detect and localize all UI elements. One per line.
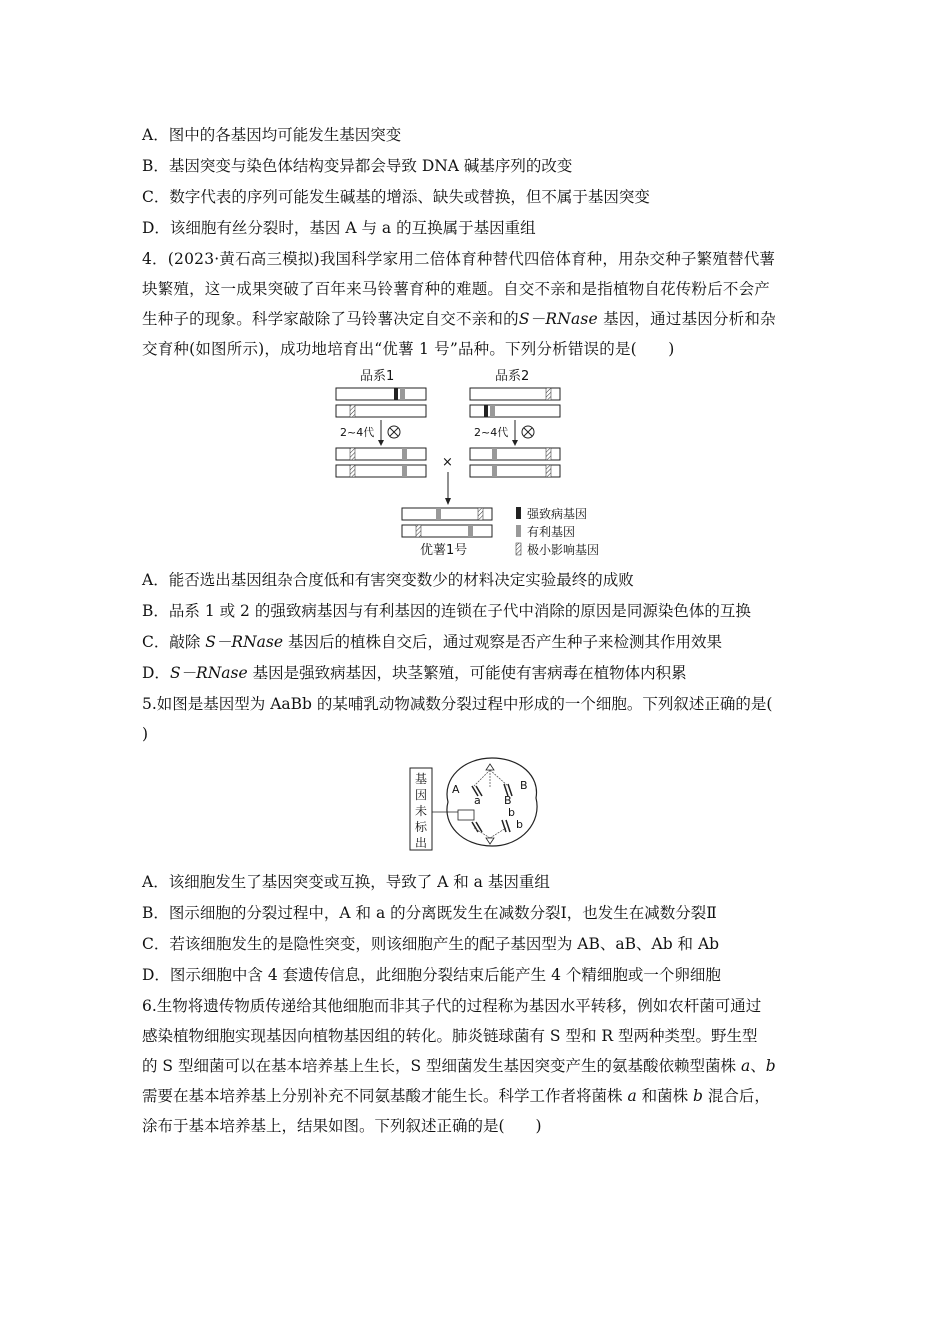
q5-stem-line-2: ) <box>142 725 149 743</box>
q6-stem-line-5: 涂布于基本培养基上，结果如图。下列叙述正确的是( ) <box>142 1117 542 1135</box>
q5-option-d: D．图示细胞中含 4 套遗传信息，此细胞分裂结束后能产生 4 个精细胞或一个卵细胞 <box>142 966 721 984</box>
s-rnase-term: S－RNase <box>205 633 284 651</box>
strain-a: a <box>627 1087 637 1105</box>
option-text: 基因是强致病基因，块茎繁殖，可能使有害病毒在植物体内积累 <box>247 664 687 682</box>
stem-text: 混合后， <box>702 1087 770 1105</box>
legend-beneficial-gene: 有利基因 <box>527 525 576 539</box>
stem-text: 和菌株 <box>636 1087 694 1105</box>
line1-label: 品系1 <box>360 369 395 384</box>
q4-option-a: A．能否选出基因组杂合度低和有害突变数少的材料决定实验最终的成败 <box>142 571 634 589</box>
s-rnase-term: S－RNase <box>518 310 598 328</box>
cell-membrane <box>447 758 537 846</box>
q5-option-b: B．图示细胞的分裂过程中，A 和 a 的分离既发生在减数分裂Ⅰ，也发生在减数分裂Ⅱ <box>142 904 717 922</box>
gene-B-upper: B <box>520 779 528 792</box>
q4-stem-text: 基因，通过基因分析和杂 <box>597 310 776 328</box>
option-text: 基因后的植株自交后，通过观察是否产生种子来检测其作用效果 <box>283 633 722 651</box>
legend-severe-pathogenic-gene: 强致病基因 <box>527 507 588 521</box>
box-label-char: 未 <box>415 804 428 818</box>
s-rnase-term: S－RNase <box>169 664 248 682</box>
q6-stem-line-3 <box>142 1056 776 1076</box>
box-label-char: 出 <box>415 836 428 850</box>
line2-label: 品系2 <box>495 369 530 384</box>
stem-text: 的 S 型细菌可以在基本培养基上生长，S 型细菌发生基因突变产生的氨基酸依赖型菌株 <box>142 1057 741 1075</box>
q5-option-c: C．若该细胞发生的是隐性突变，则该细胞产生的配子基因型为 AB、aB、Ab 和 Ab <box>142 935 720 953</box>
meiosis-cell-diagram <box>408 752 548 852</box>
line2-generation-label: 2~4代 <box>474 426 509 439</box>
q4-stem-line-2: 块繁殖，这一成果突破了百年来马铃薯育种的难题。自交不亲和是指植物自花传粉后不会产 <box>142 280 771 298</box>
q5-option-a: A．该细胞发生了基因突变或互换，导致了 A 和 a 基因重组 <box>142 873 550 891</box>
q4-stem-text: 生种子的现象。科学家敲除了马铃薯决定自交不亲和的 <box>142 310 519 328</box>
q4-stem-line-4: 交育种(如图所示)，成功地培育出“优薯 1 号”品种。下列分析错误的是( ) <box>142 340 675 358</box>
q3-option-b: B．基因突变与染色体结构变异都会导致 DNA 碱基序列的改变 <box>142 157 573 175</box>
result-chromosome-pair <box>402 508 492 537</box>
gene-A: A <box>452 783 460 796</box>
gene-a: a <box>474 794 481 807</box>
box-label-char: 基 <box>415 772 428 786</box>
legend <box>516 506 599 557</box>
box-label-char: 标 <box>415 820 428 834</box>
result-label: 优薯1号 <box>420 543 468 558</box>
unlabeled-region <box>458 810 474 820</box>
q4-stem-line-1: 4．(2023·黄石高三模拟)我国科学家用二倍体育种替代四倍体育种，用杂交种子繁殖替代薯 <box>142 250 776 268</box>
strain-b: b <box>693 1087 703 1105</box>
q3-option-d: D．该细胞有丝分裂时，基因 A 与 a 的互换属于基因重组 <box>142 219 536 237</box>
q3-option-c: C．数字代表的序列可能发生碱基的增添、缺失或替换，但不属于基因突变 <box>142 188 650 206</box>
line1-generation-label: 2~4代 <box>340 426 375 439</box>
option-prefix: D． <box>142 664 170 682</box>
line2-chromosome-pair <box>470 388 560 417</box>
q4-option-b: B．品系 1 或 2 的强致病基因与有利基因的连锁在子代中消除的原因是同源染色体的互换 <box>142 602 751 620</box>
gene-b-lower: b <box>516 818 523 831</box>
line1-offspring-pair <box>336 448 426 477</box>
breeding-diagram <box>320 364 640 564</box>
box-label-char: 因 <box>415 788 428 802</box>
cross-symbol: × <box>442 455 453 470</box>
q4-stem-line-3 <box>142 309 776 329</box>
q6-stem-line-2: 感染植物细胞实现基因向植物基因组的转化。肺炎链球菌有 S 型和 R 型两种类型。野生型 <box>142 1027 758 1045</box>
option-prefix: C．敲除 <box>142 633 206 651</box>
strain-a: a <box>740 1057 751 1075</box>
q6-stem-line-1: 6.生物将遗传物质传递给其他细胞而非其子代的过程称为基因水平转移，例如农杆菌可通过 <box>142 997 762 1015</box>
gene-b-upper: b <box>508 806 515 819</box>
q5-stem-line-1: 5.如图是基因型为 AaBb 的某哺乳动物减数分裂过程中形成的一个细胞。下列叙述正确的是( <box>142 695 773 713</box>
legend-minimal-effect-gene: 极小影响基因 <box>527 543 600 557</box>
strain-b: b <box>765 1057 776 1075</box>
q4-option-c <box>142 632 722 652</box>
q6-stem-line-4 <box>142 1086 770 1106</box>
stem-text: 、 <box>750 1057 766 1075</box>
stem-text: 需要在基本培养基上分别补充不同氨基酸才能生长。科学工作者将菌株 <box>142 1087 628 1105</box>
line2-offspring-pair <box>470 448 560 477</box>
line1-chromosome-pair <box>336 388 426 417</box>
q4-option-d <box>142 663 687 683</box>
unlabeled-gene-label <box>415 772 428 850</box>
gene-B-lower: B <box>504 794 512 807</box>
q3-option-a: A．图中的各基因均可能发生基因突变 <box>142 126 402 144</box>
